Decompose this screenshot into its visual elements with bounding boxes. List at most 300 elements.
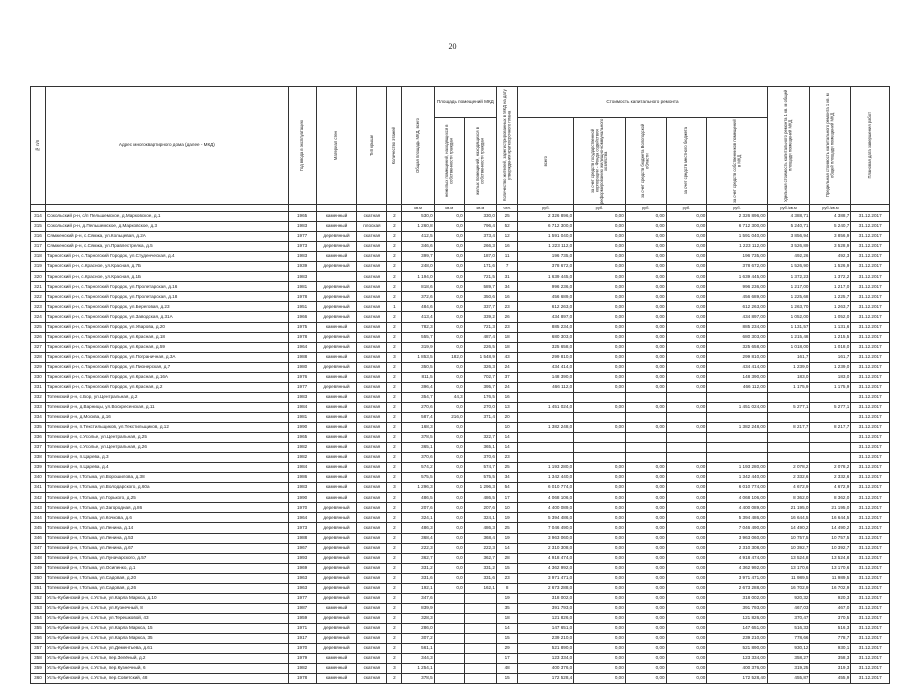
residents-cell: 8 [496, 583, 517, 593]
area-nonres-cell [434, 593, 464, 603]
row-number: 357 [31, 644, 46, 654]
area-res-cell: 270,0 [464, 402, 496, 412]
deadline-cell: 31.12.2017 [851, 533, 890, 543]
year-cell: 1966 [288, 312, 316, 322]
cost-total-cell: 1 382 248,0 [518, 422, 574, 432]
table-row [31, 633, 890, 643]
row-number: 326 [31, 332, 46, 342]
deadline-cell: 31.12.2017 [851, 493, 890, 503]
spec-cost-cell: 930,12 [767, 644, 810, 654]
cost-fund-cell: 0,00 [574, 674, 626, 684]
floors-cell: 2 [387, 523, 402, 533]
table-row [31, 543, 890, 553]
residents-cell: 34 [496, 473, 517, 483]
cost-local-cell: 0,00 [666, 493, 707, 503]
max-cost-cell [810, 443, 851, 453]
spec-cost-cell [767, 412, 810, 422]
wall-material-cell: деревянный [316, 563, 357, 573]
area-nonres-cell: 44,3 [434, 392, 464, 402]
cost-total-cell: 148 390,0 [518, 372, 574, 382]
deadline-cell: 31.12.2017 [851, 422, 890, 432]
area-res-cell: 162,1 [464, 583, 496, 593]
table-row [31, 252, 890, 262]
cost-local-cell: 0,00 [666, 282, 707, 292]
cost-owners-cell [707, 453, 767, 463]
wall-material-cell: деревянный [316, 503, 357, 513]
area-res-cell: 395,7 [464, 382, 496, 392]
year-cell: 1977 [288, 232, 316, 242]
max-cost-cell: 358,3 [810, 654, 851, 664]
address-cell: Усть-Кубинский р-н, с.Устье, ул.Дементьева, д.61 [46, 644, 289, 654]
col-residents: Количество жителей, зарегистрированных в МКД на дату утверждения краткосрочного плана [496, 87, 517, 205]
roof-type-cell: плоская [357, 222, 387, 232]
area-nonres-cell: 216,0 [434, 412, 464, 422]
area-res-cell: 575,5 [464, 473, 496, 483]
spec-cost-cell: 183,0 [767, 372, 810, 382]
spec-cost-cell [767, 443, 810, 453]
cost-total-cell: 121 826,0 [518, 613, 574, 623]
floors-cell: 2 [387, 453, 402, 463]
floors-cell: 2 [387, 443, 402, 453]
wall-material-cell: каменный [316, 222, 357, 232]
year-cell: 1993 [288, 553, 316, 563]
area-nonres-cell: 0,0 [434, 543, 464, 553]
address-cell: Тотемский р-н, г.Тотьма, ул.Ленина, д.14 [46, 523, 289, 533]
year-cell: 1979 [288, 654, 316, 664]
roof-type-cell: скатная [357, 613, 387, 623]
area-nonres-cell: 0,0 [434, 282, 464, 292]
cost-total-cell: 6 010 774,0 [518, 483, 574, 493]
deadline-cell: 31.12.2017 [851, 453, 890, 463]
area-nonres-cell: 0,0 [434, 433, 464, 443]
deadline-cell: 31.12.2017 [851, 674, 890, 684]
residents-cell: 43 [496, 352, 517, 362]
wall-material-cell: деревянный [316, 262, 357, 272]
row-number: 338 [31, 453, 46, 463]
max-cost-cell: 13 170,6 [810, 563, 851, 573]
floors-cell: 2 [387, 603, 402, 613]
area-total-cell: 1 853,5 [402, 352, 434, 362]
floors-cell: 3 [387, 664, 402, 674]
year-cell: 1987 [288, 603, 316, 613]
roof-type-cell: скатная [357, 453, 387, 463]
table-row [31, 593, 890, 603]
col-cost-group: Стоимость капитального ремонта [518, 87, 767, 118]
row-number: 349 [31, 563, 46, 573]
spec-cost-cell: 10 392,7 [767, 543, 810, 553]
cost-total-cell: 434 897,0 [518, 312, 574, 322]
area-total-cell: 344,3 [402, 654, 434, 664]
deadline-cell: 31.12.2017 [851, 603, 890, 613]
spec-cost-cell: 1 052,00 [767, 312, 810, 322]
max-cost-cell: 1 263,7 [810, 302, 851, 312]
cost-owners-cell: 521 890,00 [707, 644, 767, 654]
cost-owners-cell: 5 394 486,00 [707, 513, 767, 523]
spec-cost-cell: 1 131,57 [767, 322, 810, 332]
max-cost-cell: 1 225,7 [810, 292, 851, 302]
area-res-cell: 1 296,3 [464, 483, 496, 493]
max-cost-cell: 21 195,0 [810, 503, 851, 513]
area-res-cell [464, 603, 496, 613]
max-cost-cell: 1 131,6 [810, 322, 851, 332]
wall-material-cell: деревянный [316, 613, 357, 623]
col-area-total: Общая площадь МКД, всего [402, 87, 434, 205]
area-total-cell: 1 260,8 [402, 222, 434, 232]
deadline-cell: 31.12.2017 [851, 312, 890, 322]
spec-cost-cell [767, 392, 810, 402]
table-row [31, 603, 890, 613]
floors-cell: 2 [387, 463, 402, 473]
max-cost-cell: 11 989,5 [810, 573, 851, 583]
cost-local-cell: 0,00 [666, 372, 707, 382]
cost-fund-cell: 0,00 [574, 312, 626, 322]
cost-fund-cell: 0,00 [574, 664, 626, 674]
wall-material-cell: каменный [316, 654, 357, 664]
cost-region-cell: 0,00 [625, 282, 666, 292]
residents-cell: 24 [496, 382, 517, 392]
cost-total-cell: 885 234,0 [518, 322, 574, 332]
deadline-cell: 31.12.2017 [851, 473, 890, 483]
max-cost-cell: 492,3 [810, 252, 851, 262]
row-number: 343 [31, 503, 46, 513]
table-row [31, 483, 890, 493]
cost-local-cell: 0,00 [666, 644, 707, 654]
floors-cell: 2 [387, 533, 402, 543]
area-nonres-cell: 0,0 [434, 342, 464, 352]
area-res-cell: 331,2 [464, 563, 496, 573]
max-cost-cell: 8 362,0 [810, 493, 851, 503]
wall-material-cell: каменный [316, 603, 357, 613]
residents-cell: 13 [496, 402, 517, 412]
col-num: № п/п [31, 87, 46, 205]
max-cost-cell: 4 388,7 [810, 212, 851, 222]
max-cost-cell [810, 453, 851, 463]
roof-type-cell: скатная [357, 322, 387, 332]
roof-type-cell: скатная [357, 563, 387, 573]
area-nonres-cell [434, 633, 464, 643]
area-nonres-cell: 0,0 [434, 563, 464, 573]
year-cell: 1983 [288, 272, 316, 282]
wall-material-cell: каменный [316, 412, 357, 422]
address-cell: Тотемский р-н, п.Царева, д.3 [46, 453, 289, 463]
cost-region-cell: 0,00 [625, 242, 666, 252]
deadline-cell: 31.12.2017 [851, 543, 890, 553]
roof-type-cell: скатная [357, 493, 387, 503]
wall-material-cell: деревянный [316, 302, 357, 312]
cost-owners-cell [707, 412, 767, 422]
table-row [31, 644, 890, 654]
address-cell: Тотемский р-н, г.Тотьма, ул.Осипенко, д.1 [46, 563, 289, 573]
max-cost-cell: 2 332,6 [810, 473, 851, 483]
area-res-cell [464, 422, 496, 432]
deadline-cell: 31.12.2017 [851, 593, 890, 603]
cost-owners-cell: 1 223 112,00 [707, 242, 767, 252]
area-nonres-cell: 0,0 [434, 222, 464, 232]
residents-cell: 14 [496, 623, 517, 633]
spec-cost-cell: 319,25 [767, 664, 810, 674]
year-cell: 1983 [288, 392, 316, 402]
cost-region-cell: 0,00 [625, 272, 666, 282]
cost-fund-cell: 0,00 [574, 503, 626, 513]
roof-type-cell: скатная [357, 533, 387, 543]
cost-total-cell: 7 046 490,0 [518, 523, 574, 533]
spec-cost-cell: 467,03 [767, 603, 810, 613]
cost-owners-cell: 2 673 288,00 [707, 583, 767, 593]
address-cell: Усть-Кубинский р-н, с.Устье, ул.Карла Маркса, 35 [46, 633, 289, 643]
cost-region-cell: 0,00 [625, 473, 666, 483]
deadline-cell: 31.12.2017 [851, 553, 890, 563]
year-cell: 1988 [288, 533, 316, 543]
floors-cell: 2 [387, 422, 402, 432]
cost-fund-cell: 0,00 [574, 362, 626, 372]
roof-type-cell: скатная [357, 654, 387, 664]
table-row [31, 242, 890, 252]
year-cell: 1977 [288, 593, 316, 603]
table-row [31, 402, 890, 412]
address-cell: Тотемский р-н, г.Тотьма, ул.Садовая, д.26 [46, 583, 289, 593]
cost-fund-cell: 0,00 [574, 212, 626, 222]
deadline-cell: 31.12.2017 [851, 583, 890, 593]
cost-fund-cell: 0,00 [574, 352, 626, 362]
cost-owners-cell: 147 651,00 [707, 623, 767, 633]
cost-total-cell [518, 392, 574, 402]
col-deadline: Плановая дата завершения работ [851, 87, 890, 205]
cost-region-cell: 0,00 [625, 493, 666, 503]
cost-local-cell [666, 453, 707, 463]
cost-fund-cell: 0,00 [574, 252, 626, 262]
cost-local-cell: 0,00 [666, 302, 707, 312]
cost-region-cell: 0,00 [625, 302, 666, 312]
address-cell: Усть-Кубинский р-н, с.Устье, ул.Кузнечный, 8 [46, 603, 289, 613]
residents-cell: 24 [496, 362, 517, 372]
area-nonres-cell [434, 664, 464, 674]
cost-region-cell: 0,00 [625, 623, 666, 633]
area-total-cell: 782,3 [402, 322, 434, 332]
row-number: 329 [31, 362, 46, 372]
floors-cell: 2 [387, 252, 402, 262]
max-cost-cell: 455,9 [810, 674, 851, 684]
area-nonres-cell: 0,0 [434, 262, 464, 272]
cost-fund-cell: 0,00 [574, 543, 626, 553]
address-cell: Тарногский р-н, с.Тарногский Городок, ул.Студенческая, д.4 [46, 252, 289, 262]
residents-cell: 18 [496, 332, 517, 342]
wall-material-cell: каменный [316, 433, 357, 443]
row-number: 351 [31, 583, 46, 593]
cost-local-cell: 0,00 [666, 382, 707, 392]
year-cell: 1976 [288, 372, 316, 382]
address-cell: Тарногский р-н, с.Тарногский Городок, ул.Пролетарская, д.16 [46, 282, 289, 292]
max-cost-cell: 3 528,9 [810, 242, 851, 252]
area-nonres-cell: 0,0 [434, 523, 464, 533]
table-row [31, 232, 890, 242]
cost-region-cell: 0,00 [625, 583, 666, 593]
cost-owners-cell: 3 963 060,00 [707, 533, 767, 543]
area-total-cell: 331,2 [402, 563, 434, 573]
row-number: 340 [31, 473, 46, 483]
year-cell: 1978 [288, 292, 316, 302]
cost-total-cell: 434 414,0 [518, 362, 574, 372]
unit-label: руб./кв.м [767, 205, 810, 212]
area-total-cell: 530,0 [402, 212, 434, 222]
cost-local-cell: 0,00 [666, 422, 707, 432]
residents-cell: 18 [496, 613, 517, 623]
cost-region-cell: 0,00 [625, 563, 666, 573]
roof-type-cell: скатная [357, 463, 387, 473]
address-cell: Усть-Кубинский р-н, с.Устье, ул.Карла Маркса, 15 [46, 623, 289, 633]
year-cell: 1970 [288, 503, 316, 513]
row-number: 316 [31, 232, 46, 242]
area-total-cell: 347,6 [402, 593, 434, 603]
spec-cost-cell: 5 277,1 [767, 402, 810, 412]
wall-material-cell: каменный [316, 473, 357, 483]
area-nonres-cell: 0,0 [434, 272, 464, 282]
spec-cost-cell: 10 757,5 [767, 533, 810, 543]
address-cell: Сокольский р-н, д.Пельшемское, д.Марковское, д.3 [46, 222, 289, 232]
cost-region-cell: 0,00 [625, 513, 666, 523]
cost-owners-cell: 299 810,00 [707, 352, 767, 362]
cost-fund-cell: 0,00 [574, 422, 626, 432]
area-res-cell: 322,7 [464, 433, 496, 443]
cost-region-cell: 0,00 [625, 503, 666, 513]
deadline-cell: 31.12.2017 [851, 212, 890, 222]
table-row [31, 453, 890, 463]
floors-cell: 2 [387, 312, 402, 322]
address-cell: Тотемский р-н, п.Царева, д.4 [46, 463, 289, 473]
year-cell: 1982 [288, 443, 316, 453]
area-res-cell [464, 593, 496, 603]
deadline-cell: 31.12.2017 [851, 292, 890, 302]
wall-material-cell: каменный [316, 493, 357, 503]
year-cell: 1988 [288, 352, 316, 362]
table-row [31, 473, 890, 483]
year-cell: 1963 [288, 583, 316, 593]
residents-cell: 26 [496, 312, 517, 322]
area-nonres-cell: 0,0 [434, 483, 464, 493]
cost-total-cell: 2 310 308,0 [518, 543, 574, 553]
cost-owners-cell: 456 689,00 [707, 292, 767, 302]
spec-cost-cell: 3 856,94 [767, 232, 810, 242]
wall-material-cell: деревянный [316, 593, 357, 603]
row-number: 354 [31, 613, 46, 623]
cost-total-cell: 239 210,0 [518, 633, 574, 643]
cost-local-cell: 0,00 [666, 674, 707, 684]
cost-owners-cell: 123 334,00 [707, 654, 767, 664]
area-total-cell: 396,4 [402, 382, 434, 392]
max-cost-cell: 2 078,2 [810, 463, 851, 473]
area-nonres-cell: 0,0 [434, 382, 464, 392]
cost-local-cell: 0,00 [666, 212, 707, 222]
spec-cost-cell [767, 433, 810, 443]
year-cell: 1939 [288, 262, 316, 272]
cost-owners-cell: 4 918 474,00 [707, 553, 767, 563]
max-cost-cell [810, 412, 851, 422]
area-res-cell: 187,0 [464, 252, 496, 262]
residents-cell: 54 [496, 483, 517, 493]
address-cell: Усть-Кубинский р-н, с.Устье, ул.Карла Маркса, д.10 [46, 593, 289, 603]
cost-local-cell: 0,00 [666, 342, 707, 352]
area-res-cell: 324,1 [464, 513, 496, 523]
floors-cell: 2 [387, 292, 402, 302]
cost-region-cell: 0,00 [625, 613, 666, 623]
spec-cost-cell: 8 217,7 [767, 422, 810, 432]
deadline-cell: 31.12.2017 [851, 644, 890, 654]
row-number: 330 [31, 372, 46, 382]
area-nonres-cell [434, 613, 464, 623]
cost-total-cell [518, 433, 574, 443]
spec-cost-cell: 920,32 [767, 593, 810, 603]
floors-cell: 2 [387, 593, 402, 603]
col-max-cost: Предельная стоимость капитального ремонта 1 кв. м общей площади помещений МКД [810, 87, 851, 205]
table-row [31, 674, 890, 684]
cost-owners-cell: 4 362 992,00 [707, 563, 767, 573]
cost-total-cell: 5 394 486,0 [518, 513, 574, 523]
address-cell: Тотемский р-н, г.Тотьма, ул.Садовая, д.20 [46, 573, 289, 583]
cost-total-cell: 1 223 112,0 [518, 242, 574, 252]
floors-cell: 3 [387, 483, 402, 493]
spec-cost-cell [767, 453, 810, 463]
cost-owners-cell: 3 971 471,00 [707, 573, 767, 583]
roof-type-cell: скатная [357, 282, 387, 292]
col-floors: Количество этажей [387, 87, 402, 205]
roof-type-cell: скатная [357, 372, 387, 382]
area-total-cell: 368,4 [402, 533, 434, 543]
area-total-cell: 555,7 [402, 332, 434, 342]
wall-material-cell: каменный [316, 664, 357, 674]
cost-local-cell: 0,00 [666, 332, 707, 342]
max-cost-cell: 16 644,5 [810, 513, 851, 523]
col-cost-fund: за счет средств государственной корпорации - Фонда содействия реформированию жилищно-коммунального хозяйства [574, 118, 626, 205]
row-number: 319 [31, 262, 46, 272]
wall-material-cell [316, 272, 357, 282]
roof-type-cell: скатная [357, 633, 387, 643]
cost-region-cell: 0,00 [625, 573, 666, 583]
wall-material-cell: каменный [316, 252, 357, 262]
area-total-cell: 324,1 [402, 513, 434, 523]
cost-fund-cell: 0,00 [574, 583, 626, 593]
floors-cell: 2 [387, 433, 402, 443]
area-res-cell: 171,6 [464, 262, 496, 272]
row-number: 347 [31, 543, 46, 553]
area-nonres-cell [434, 644, 464, 654]
floors-cell: 2 [387, 282, 402, 292]
residents-cell: 35 [496, 603, 517, 613]
cost-local-cell: 0,00 [666, 292, 707, 302]
cost-local-cell: 0,00 [666, 352, 707, 362]
area-res-cell: 486,3 [464, 523, 496, 533]
deadline-cell: 31.12.2017 [851, 412, 890, 422]
area-res-cell: 222,3 [464, 543, 496, 553]
wall-material-cell: деревянный [316, 573, 357, 583]
roof-type-cell: скатная [357, 422, 387, 432]
address-cell: Тотемский р-н, д.Варницы, ул.Воскресенская, д.11 [46, 402, 289, 412]
wall-material-cell: деревянный [316, 232, 357, 242]
roof-type-cell: скатная [357, 503, 387, 513]
cost-local-cell: 0,00 [666, 543, 707, 553]
cost-total-cell: 2 673 288,0 [518, 583, 574, 593]
cost-fund-cell: 0,00 [574, 272, 626, 282]
residents-cell: 23 [496, 322, 517, 332]
row-number: 320 [31, 272, 46, 282]
cost-owners-cell: 318 002,00 [707, 593, 767, 603]
address-cell: Тарногский р-н, с.Тарногский Городок, ул.Уварова, д.20 [46, 322, 289, 332]
spec-cost-cell: 2 078,2 [767, 463, 810, 473]
cost-region-cell: 0,00 [625, 262, 666, 272]
year-cell: 1975 [288, 322, 316, 332]
wall-material-cell: каменный [316, 402, 357, 412]
area-total-cell: 192,1 [402, 583, 434, 593]
deadline-cell: 31.12.2017 [851, 402, 890, 412]
area-total-cell: 574,2 [402, 463, 434, 473]
